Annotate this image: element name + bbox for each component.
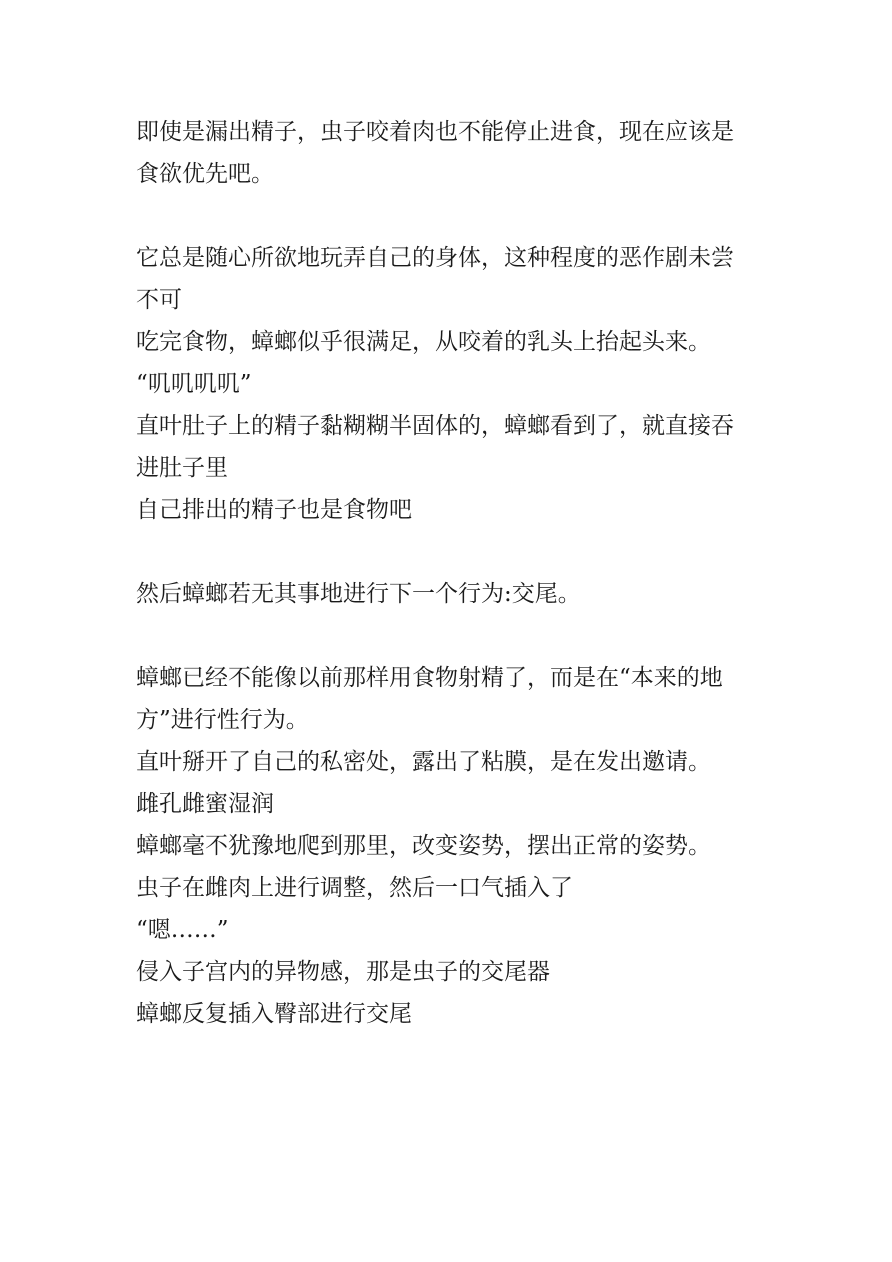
text-line: 食欲优先吧。	[136, 161, 274, 187]
text-line: 然后蟑螂若无其事地进行下一个行为:交尾。	[136, 581, 581, 607]
text-line: “嗯……”	[136, 917, 229, 943]
text-line: 侵入子宫内的异物感，那是虫子的交尾器	[136, 959, 550, 985]
text-line: “叽叽叽叽”	[136, 371, 252, 397]
blank-line	[136, 531, 761, 573]
text-line: 直叶肚子上的精子黏糊糊半固体的，蟑螂看到了，就直接吞	[136, 413, 734, 439]
text-line: 虫子在雌肉上进行调整，然后一口气插入了	[136, 875, 573, 901]
text-line: 吃完食物，蟑螂似乎很满足，从咬着的乳头上抬起头来。	[136, 329, 711, 355]
text-line: 即使是漏出精子，虫子咬着肉也不能停止进食，现在应该是	[136, 119, 734, 145]
text-line: 蟑螂毫不犹豫地爬到那里，改变姿势，摆出正常的姿势。	[136, 833, 711, 859]
text-line: 直叶掰开了自己的私密处，露出了粘膜，是在发出邀请。	[136, 749, 711, 775]
text-line: 蟑螂反复插入臀部进行交尾	[136, 1001, 412, 1027]
text-line: 自己排出的精子也是食物吧	[136, 497, 412, 523]
text-line: 它总是随心所欲地玩弄自己的身体，这种程度的恶作剧未尝	[136, 245, 734, 271]
text-line: 不可	[136, 287, 182, 313]
blank-line	[136, 195, 761, 237]
blank-line	[136, 615, 761, 657]
text-line: 方”进行性行为。	[136, 707, 309, 733]
text-line: 雌孔雌蜜湿润	[136, 791, 274, 817]
text-body	[136, 111, 761, 1035]
text-line: 蟑螂已经不能像以前那样用食物射精了，而是在“本来的地	[136, 665, 723, 691]
text-line: 进肚子里	[136, 455, 228, 481]
